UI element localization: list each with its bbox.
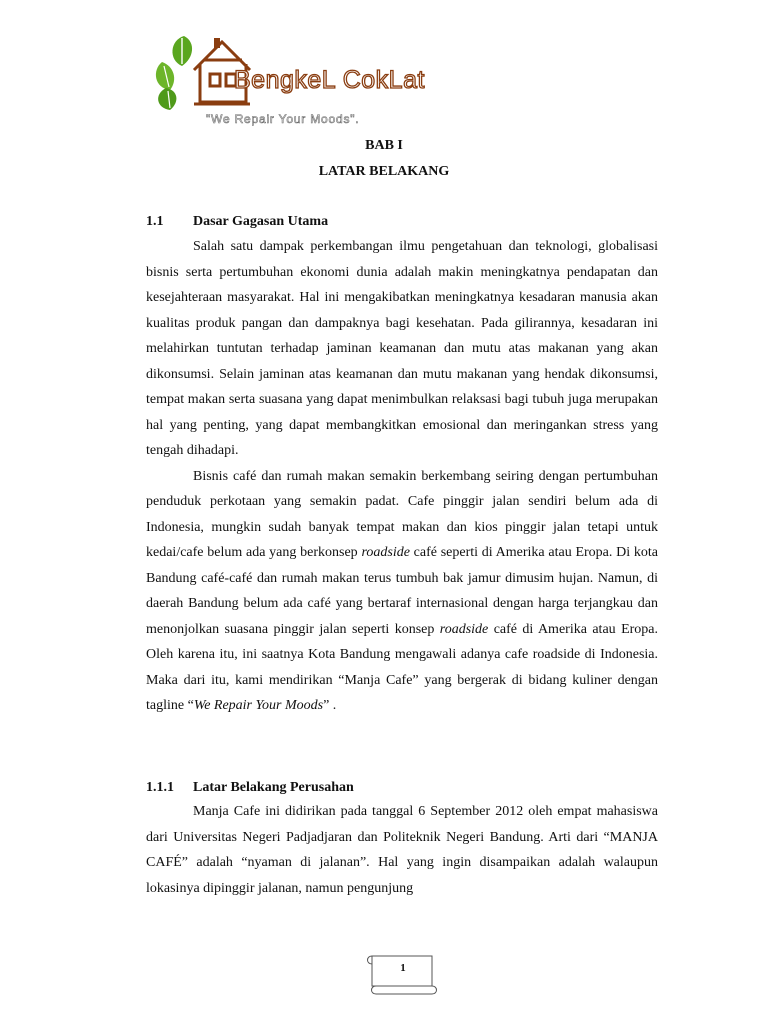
emphasis-text: roadside (361, 545, 410, 560)
leaf-icon (156, 36, 192, 110)
paragraph (146, 464, 658, 719)
page-number: 1 (400, 962, 406, 974)
chapter-number: BAB I (365, 138, 403, 153)
paragraph-text: café di Amerika atau Eropa. Oleh karena itu, ini saatnya Kota Bandung mengawali adanya cafe roadside di Indonesia. Maka dari itu, kami mendirikan “Manja Cafe” yang bergerak di bidang kuliner dengan tagline “ (146, 621, 659, 713)
brand-name: BengkeL CokLat (234, 66, 425, 94)
paragraph: Salah satu dampak perkembangan ilmu pengetahuan dan teknologi, globalisasi bisnis serta pertumbuhan ekonomi dunia adalah makin meningkatnya pendapatan dan kesejahteraan masyarakat. Hal ini mengakibatkan meningkatnya kesadaran manusia akan kualitas produk pangan dan dampaknya bagi kesehatan. Pada gilirannya, kesadaran ini melahirkan tuntutan terhadap jaminan keamanan dan mutu atas makanan yang akan dikonsumsi. Selain jaminan atas keamanan dan mutu makanan yang hendak dikonsumsi, tempat makan serta suasana yang dapat menimbulkan relaksasi bagi tubuh juga merupakan hal yang penting, yang dapat membangkitkan emosional dan meringankan stress yang tengah dihadapi. (146, 239, 658, 458)
section-heading-1-1-1 (146, 780, 354, 796)
paragraph: Manja Cafe ini didirikan pada tanggal 6 September 2012 oleh empat mahasiswa dari Universitas Negeri Padjadjaran dan Politeknik Negeri Bandung. Arti dari “MANJA CAFÉ” adalah “nyaman di jalanan”. Hal yang ingin disampaikan adalah walaupun lokasinya dipinggir jalanan, namun pengunjung (146, 804, 658, 896)
section-body-1-1 (146, 234, 658, 719)
paragraph-text: café seperti di Amerika atau Eropa. Di kota Bandung café-café dan rumah makan terus tumbuh bak jamur dimusim hujan. Namun, di daerah Bandung belum ada café yang bertaraf internasional dengan harga terjangkau dan menonjolkan suasana pinggir jalan seperti konsep (146, 545, 658, 637)
page-number-badge (366, 950, 438, 1000)
section-heading-1-1 (146, 214, 328, 230)
scroll-icon (366, 950, 440, 1000)
emphasis-text: roadside (439, 621, 489, 637)
company-logo (150, 30, 430, 130)
section-body-1-1-1 (146, 799, 658, 901)
tagline-emphasis: We Repair Your Moods (193, 698, 324, 713)
brand-tagline: "We Repair Your Moods". (206, 112, 360, 126)
section-number: 1.1.1 (146, 780, 174, 795)
section-number: 1.1 (146, 214, 164, 229)
chapter-title: LATAR BELAKANG (318, 164, 450, 179)
paragraph-text: ” . (323, 698, 337, 713)
section-title: Latar Belakang Perusahan (193, 780, 354, 795)
section-title: Dasar Gagasan Utama (193, 214, 329, 229)
paragraph-text: Bisnis café dan rumah makan semakin berkembang seiring dengan pertumbuhan penduduk perkotaan yang semakin padat. Cafe pinggir jalan sendiri belum ada di Indonesia, mungkin sudah banyak tempat makan dan kios pinggir jalan tetapi untuk kedai/cafe belum ada yang berkonsep (146, 468, 658, 560)
